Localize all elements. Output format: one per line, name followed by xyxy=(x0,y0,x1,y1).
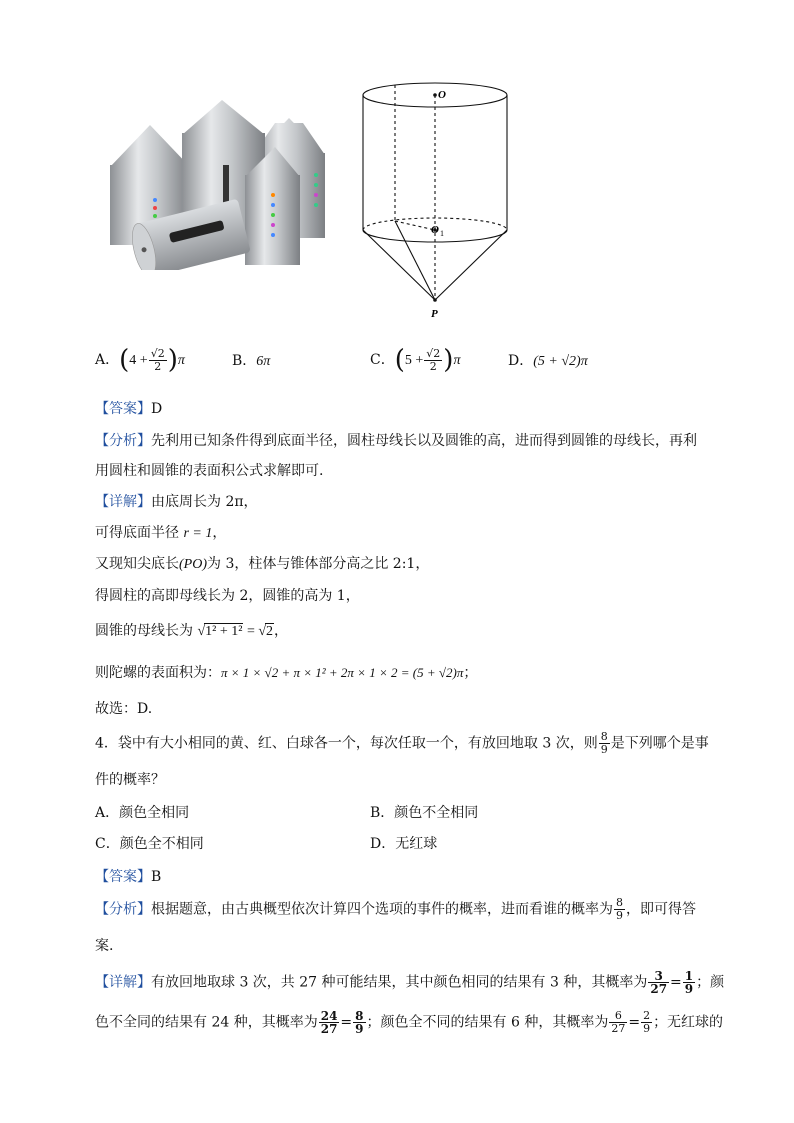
q4-option-a: A．颜色全相同 xyxy=(95,805,190,821)
q4-detail-line2: 色不全同的结果有 24 种，其概率为 $\frac{24}{27}$ = $\frac{8}{9}$ ；颜色全不同的结果有 6 种，其概率为 $\frac{6}{27}$ = $\frac{2}{9}$ ；无红球的 xyxy=(95,1009,724,1036)
q3-analysis-line1: 【分析】先利用已知条件得到底面半径，圆柱母线长以及圆锥的高，进而得到圆锥的母线长，再利 xyxy=(95,433,697,449)
q3-detail-line3: 又现知尖底长(PO)为 3，柱体与锥体部分高之比 2:1， xyxy=(95,556,430,572)
q4-analysis-line2: 案. xyxy=(95,938,114,954)
cylinder-cone-diagram xyxy=(355,75,525,325)
q4-option-c: C．颜色全不相同 xyxy=(95,836,204,852)
q3-detail-line5: 圆锥的母线长为 √1² + 1² = √2， xyxy=(95,623,289,639)
q4-analysis-line1: 【分析】根据题意，由古典概型依次计算四个选项的事件的概率，进而看谁的概率为 $\frac{8}{9}$ ，即可得答 xyxy=(95,896,696,922)
q4-detail-line1: 【详解】有放回地取球 3 次，共 27 种可能结果，其中颜色相同的结果有 3 种，其概率为 $\frac{3}{27}$ = $\frac{1}{9}$ ；颜 xyxy=(95,969,725,996)
q4-stem-line1: 4．袋中有大小相同的黄、红、白球各一个，每次任取一个，有放回地取 3 次，则 $\frac{8}{9}$ 是下列哪个是事 xyxy=(95,730,709,756)
label-o1-sub: 1 xyxy=(440,229,444,238)
label-p: P xyxy=(431,308,438,320)
q3-detail-line1: 【详解】由底周长为 2π， xyxy=(95,494,258,510)
q3-detail-line7: 故选：D. xyxy=(95,701,153,717)
q4-stem-line2: 件的概率？ xyxy=(95,772,165,788)
q3-option-c: C．(5 + $\frac{√2}{2}$ )π xyxy=(370,345,461,375)
q3-option-a: A．(4 + $\frac{√2}{2}$ )π xyxy=(95,345,185,375)
q3-answer: 【答案】D xyxy=(95,401,163,417)
spinning-top-photo xyxy=(105,95,330,270)
q3-detail-line4: 得圆柱的高即母线长为 2，圆锥的高为 1， xyxy=(95,588,360,604)
q4-option-b: B．颜色不全相同 xyxy=(370,805,479,821)
q4-answer: 【答案】B xyxy=(95,869,162,885)
q3-detail-line6: 则陀螺的表面积为：π × 1 × √2 + π × 1² + 2π × 1 × 2 = (5 + √2)π； xyxy=(95,665,478,681)
label-o1: O xyxy=(431,224,439,236)
q3-analysis-line2: 用圆柱和圆锥的表面积公式求解即可. xyxy=(95,463,324,479)
label-o: O xyxy=(438,89,446,101)
q3-option-b: B．6π xyxy=(232,353,271,369)
q4-option-d: D．无红球 xyxy=(370,836,438,852)
q3-detail-line2: 可得底面半径 r = 1， xyxy=(95,525,227,541)
q3-option-d: D．(5 + √2)π xyxy=(508,353,588,369)
